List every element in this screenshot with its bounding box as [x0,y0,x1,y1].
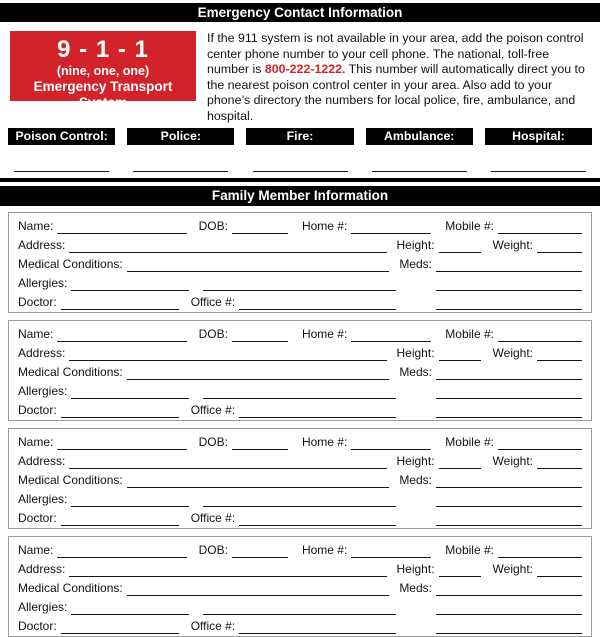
meds-continued-line[interactable] [436,612,582,615]
name-label: Name: [18,543,54,558]
meds-continued-line-2[interactable] [436,523,582,526]
medical-conditions-row [18,577,582,596]
911-phonetic: (nine, one, one) [56,64,150,78]
height-line[interactable] [439,466,481,469]
emergency-contacts-blank-lines [8,170,592,172]
medical-conditions-label: Medical Conditions: [18,580,123,595]
height-line[interactable] [439,250,481,253]
family-member-block [8,428,592,529]
meds-line[interactable] [436,269,582,272]
medical-conditions-label: Medical Conditions: [18,364,123,379]
police-blank-line[interactable] [133,170,228,172]
911-number: 9 - 1 - 1 [57,36,149,63]
meds-label: Meds: [399,580,432,595]
intro-section [0,22,600,125]
doctor-row [18,507,582,526]
allergies-line[interactable] [71,396,189,399]
address-row [18,450,582,469]
meds-label: Meds: [399,364,432,379]
meds-line[interactable] [436,593,582,596]
family-section-title: Family Member Information [211,187,389,203]
contact-label-fire: Fire: [246,128,353,145]
contact-label-poison-control: Poison Control: [8,128,115,145]
poison-control-blank-line[interactable] [14,170,109,172]
hospital-blank-line[interactable] [491,170,586,172]
meds-continued-line[interactable] [436,288,582,291]
meds-continued-line-2[interactable] [436,631,582,634]
height-label: Height: [396,346,435,361]
medical-conditions-row [18,469,582,488]
family-member-block [8,212,592,313]
dob-line[interactable] [232,339,288,342]
meds-line[interactable] [436,485,582,488]
allergies-row [18,596,582,615]
height-label: Height: [396,238,435,253]
mobile-phone-label: Mobile #: [445,219,494,234]
home-phone-label: Home #: [301,327,348,342]
weight-line[interactable] [537,574,582,577]
height-line[interactable] [439,574,481,577]
home-phone-line[interactable] [351,339,431,342]
doctor-label: Doctor: [18,294,57,309]
medical-conditions-row [18,361,582,380]
meds-line[interactable] [436,377,582,380]
height-label: Height: [396,562,435,577]
allergies-label: Allergies: [18,491,68,506]
section-divider [0,178,600,182]
contact-label-ambulance: Ambulance: [366,128,473,145]
mobile-phone-label: Mobile #: [445,327,494,342]
fire-blank-line[interactable] [253,170,348,172]
allergies-label: Allergies: [18,275,68,290]
allergies-continued-line[interactable] [203,396,396,399]
doctor-row [18,399,582,418]
emergency-section-header [0,3,600,22]
meds-label: Meds: [399,256,432,271]
medical-conditions-line[interactable] [127,269,390,272]
dob-label: DOB: [198,543,228,558]
address-label: Address: [18,346,66,361]
name-row [18,432,582,451]
office-phone-line[interactable] [239,523,396,526]
poison-control-instructions [207,31,592,125]
address-label: Address: [18,562,66,577]
allergies-line[interactable] [71,612,189,615]
address-row [18,234,582,253]
doctor-row [18,615,582,634]
home-phone-label: Home #: [301,219,348,234]
dob-line[interactable] [232,231,288,234]
allergies-continued-line[interactable] [203,504,396,507]
meds-continued-line-2[interactable] [436,307,582,310]
medical-conditions-line[interactable] [127,593,390,596]
allergies-label: Allergies: [18,599,68,614]
home-phone-label: Home #: [301,435,348,450]
medical-conditions-line[interactable] [127,377,390,380]
weight-label: Weight: [492,562,533,577]
poison-control-phone-number: 800-222-1222. [264,62,346,77]
doctor-label: Doctor: [18,510,57,525]
911-badge [10,31,196,110]
height-line[interactable] [439,358,481,361]
name-line[interactable] [57,339,186,342]
name-line[interactable] [57,231,186,234]
allergies-row [18,272,582,291]
dob-label: DOB: [198,219,228,234]
office-phone-line[interactable] [239,415,396,418]
family-member-block [8,536,592,637]
name-line[interactable] [57,555,186,558]
name-line[interactable] [57,447,186,450]
home-phone-line[interactable] [351,555,431,558]
911-caption: Emergency Transport System [33,79,173,110]
family-members [0,212,600,637]
weight-label: Weight: [492,238,533,253]
name-label: Name: [18,327,54,342]
meds-continued-line[interactable] [436,396,582,399]
name-row [18,540,582,559]
doctor-line[interactable] [61,631,179,634]
allergies-row [18,380,582,399]
address-label: Address: [18,238,66,253]
address-line[interactable] [69,574,386,577]
weight-line[interactable] [537,358,582,361]
contact-label-police: Police: [127,128,234,145]
address-line[interactable] [69,358,386,361]
address-row [18,342,582,361]
doctor-label: Doctor: [18,618,57,633]
instructions-text-before: If the 911 system is not available in your area, add the poison control center phone number to your cell phone. The national, toll-free number is [207,31,584,77]
name-row [18,324,582,343]
allergies-label: Allergies: [18,383,68,398]
medical-conditions-label: Medical Conditions: [18,256,123,271]
weight-label: Weight: [492,346,533,361]
name-label: Name: [18,435,54,450]
emergency-contact-form [0,3,600,633]
meds-continued-line-2[interactable] [436,415,582,418]
dob-line[interactable] [232,555,288,558]
office-phone-label: Office #: [190,510,236,525]
name-label: Name: [18,219,54,234]
address-line[interactable] [69,466,386,469]
allergies-continued-line[interactable] [203,288,396,291]
address-label: Address: [18,454,66,469]
meds-label: Meds: [399,472,432,487]
allergies-line[interactable] [71,504,189,507]
doctor-line[interactable] [61,415,179,418]
contact-label-hospital: Hospital: [485,128,592,145]
doctor-line[interactable] [61,523,179,526]
office-phone-label: Office #: [190,618,236,633]
family-section-header [0,186,600,206]
height-label: Height: [396,454,435,469]
weight-line[interactable] [537,466,582,469]
mobile-phone-label: Mobile #: [445,435,494,450]
home-phone-line[interactable] [351,231,431,234]
allergies-continued-line[interactable] [203,612,396,615]
office-phone-label: Office #: [190,294,236,309]
mobile-phone-line[interactable] [498,447,582,450]
medical-conditions-row [18,253,582,272]
family-member-block [8,320,592,421]
dob-line[interactable] [232,447,288,450]
address-line[interactable] [69,250,386,253]
mobile-phone-label: Mobile #: [445,543,494,558]
emergency-section-title: Emergency Contact Information [197,5,403,20]
doctor-row [18,291,582,310]
allergies-line[interactable] [71,288,189,291]
medical-conditions-label: Medical Conditions: [18,472,123,487]
dob-label: DOB: [198,327,228,342]
address-row [18,558,582,577]
weight-label: Weight: [492,454,533,469]
home-phone-line[interactable] [351,447,431,450]
home-phone-label: Home #: [301,543,348,558]
doctor-line[interactable] [61,307,179,310]
doctor-label: Doctor: [18,402,57,417]
mobile-phone-line[interactable] [498,231,582,234]
allergies-row [18,488,582,507]
office-phone-line[interactable] [239,631,396,634]
instructions-text-after: This number will automatically direct you to the nearest poison control center in your area. Also add to your phone’s directory the numbers for local police, fire, ambulance, and hospital. [207,62,585,123]
name-row [18,216,582,235]
office-phone-label: Office #: [190,402,236,417]
ambulance-blank-line[interactable] [372,170,467,172]
office-phone-line[interactable] [239,307,396,310]
medical-conditions-line[interactable] [127,485,390,488]
weight-line[interactable] [537,250,582,253]
meds-continued-line[interactable] [436,504,582,507]
mobile-phone-line[interactable] [498,555,582,558]
dob-label: DOB: [198,435,228,450]
emergency-contacts-row [8,128,592,145]
mobile-phone-line[interactable] [498,339,582,342]
